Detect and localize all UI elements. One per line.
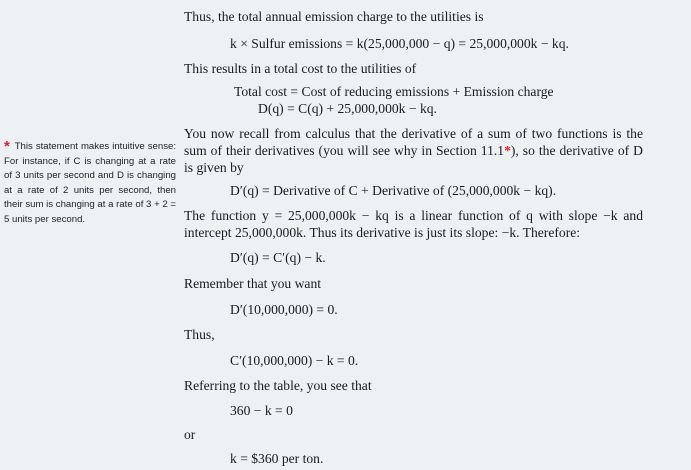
- footnote-reference: *: [504, 143, 511, 158]
- paragraph-6: Thus,: [184, 327, 215, 342]
- paragraph-8: or: [184, 427, 196, 442]
- footnote-marker: *: [4, 138, 10, 155]
- equation-emission-charge: k × Sulfur emissions = k(25,000,000 − q) = 25,000,000k − kq.: [230, 36, 569, 51]
- equation-c-prime: C′(10,000,000) − k = 0.: [230, 353, 359, 368]
- paragraph-3-end: ), so the derivative of D is given by: [184, 143, 643, 175]
- equation-360: 360 − k = 0: [230, 403, 293, 418]
- paragraph-4: The function y = 25,000,000k − kq is a linear function of q with slope −k and intercept 25,000,000k. Thus its derivative is just its slope: −k. Therefore:: [184, 208, 643, 240]
- equation-condition: D′(10,000,000) = 0.: [230, 302, 338, 317]
- paragraph-3-start: You now recall from calculus that the derivative of a sum of two functions is the sum of their derivatives (you will see why in Section 11.1: [184, 126, 643, 158]
- equation-final: k = $360 per ton.: [230, 451, 324, 466]
- paragraph-3: [184, 125, 643, 176]
- equation-derivative-D: D′(q) = Derivative of C + Derivative of (25,000,000k − kq).: [230, 183, 557, 198]
- paragraph-1: Thus, the total annual emission charge to the utilities is: [184, 9, 484, 24]
- margin-note-text: This statement makes intuitive sense: For instance, if C is changing at a rate of 3 units per second and D is changing at a rate of 2 units per second, then their sum is changing at a rate of 3 + 2 = 5 units per second.: [4, 141, 177, 225]
- margin-note: [4, 140, 176, 227]
- paragraph-2: This results in a total cost to the utilities of: [184, 61, 417, 76]
- paragraph-7: Referring to the table, you see that: [184, 378, 372, 393]
- equation-derivative-result: D′(q) = C′(q) − k.: [230, 250, 326, 265]
- equation-total-cost: D(q) = C(q) + 25,000,000k − kq.: [258, 101, 437, 116]
- paragraph-5: Remember that you want: [184, 276, 322, 291]
- equation-total-cost-words: Total cost = Cost of reducing emissions + Emission charge: [234, 84, 554, 99]
